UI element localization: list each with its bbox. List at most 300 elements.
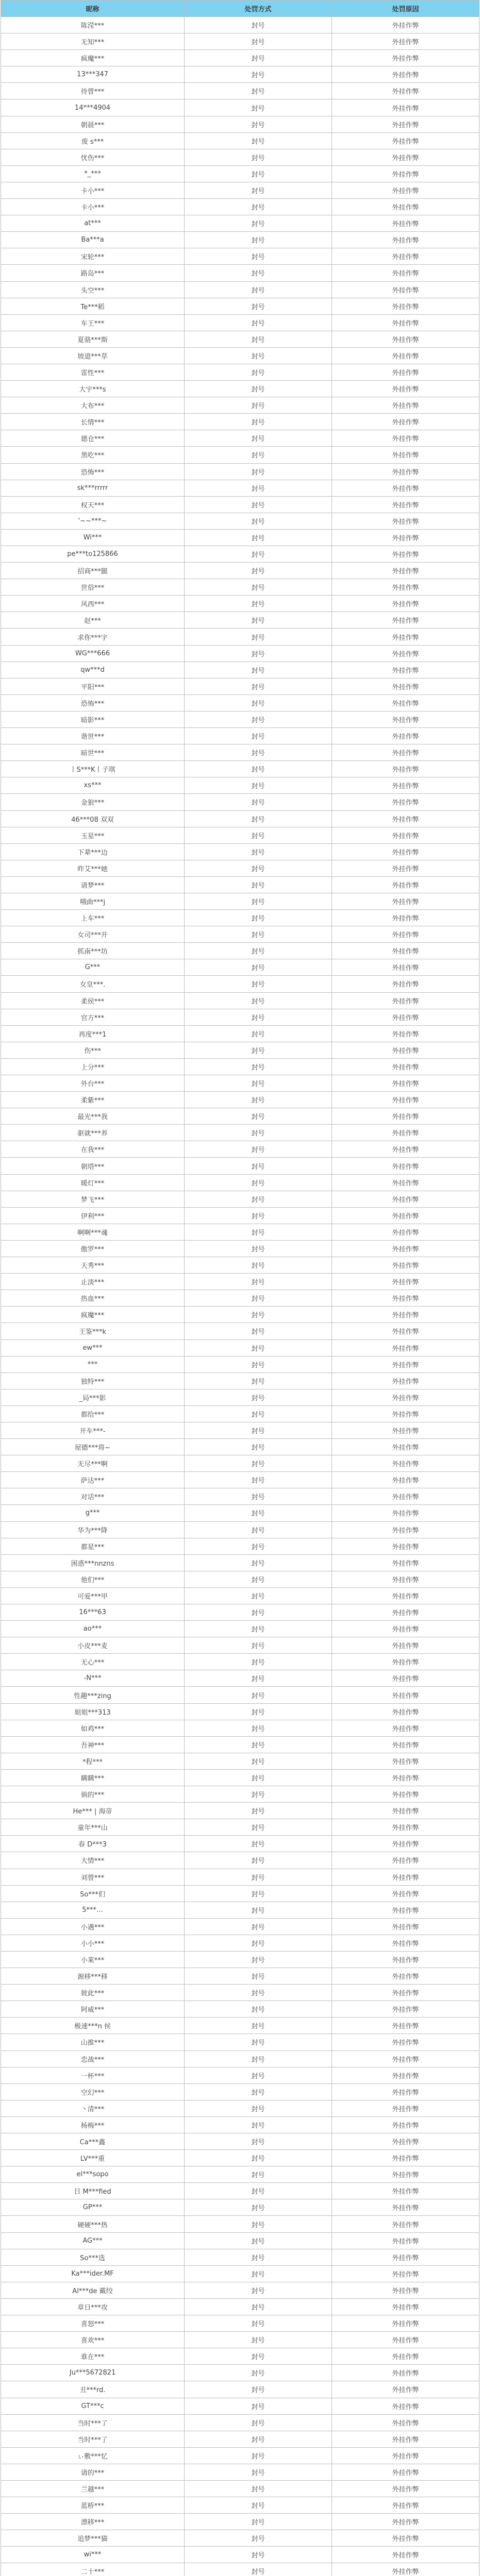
nickname-cell: 卡小*** bbox=[1, 182, 185, 198]
reason-cell: 外挂作弊 bbox=[332, 232, 479, 248]
nickname-cell: g*** bbox=[1, 1505, 185, 1521]
method-cell: 封号 bbox=[185, 1968, 332, 1985]
method-cell: 封号 bbox=[185, 331, 332, 347]
method-cell: 封号 bbox=[185, 843, 332, 860]
method-cell: 封号 bbox=[185, 1389, 332, 1405]
method-cell: 封号 bbox=[185, 1439, 332, 1455]
reason-cell: 外挂作弊 bbox=[332, 1902, 479, 1918]
nickname-cell: 招商***腿 bbox=[1, 563, 185, 579]
nickname-cell: 大布*** bbox=[1, 397, 185, 414]
table-row bbox=[1, 480, 479, 496]
method-cell: 封号 bbox=[185, 2232, 332, 2249]
nickname-cell: 傲罗*** bbox=[1, 1240, 185, 1257]
reason-cell: 外挂作弊 bbox=[332, 563, 479, 579]
nickname-cell: 谐世*** bbox=[1, 728, 185, 744]
method-cell: 封号 bbox=[185, 1472, 332, 1488]
nickname-cell: 抓南***坊 bbox=[1, 943, 185, 959]
method-cell: 封号 bbox=[185, 2480, 332, 2497]
nickname-cell: 开车***- bbox=[1, 1422, 185, 1438]
nickname-cell: *_*** bbox=[1, 165, 185, 182]
nickname-cell: ao*** bbox=[1, 1621, 185, 1637]
table-row bbox=[1, 2183, 479, 2199]
reason-cell: 外挂作弊 bbox=[332, 1092, 479, 1108]
reason-cell: 外挂作弊 bbox=[332, 132, 479, 149]
nickname-cell: 伤*** bbox=[1, 1042, 185, 1058]
method-cell: 封号 bbox=[185, 1257, 332, 1274]
nickname-cell: 丶清*** bbox=[1, 2100, 185, 2116]
table-row bbox=[1, 645, 479, 662]
table-row bbox=[1, 1968, 479, 1985]
nickname-cell: 柔紫*** bbox=[1, 1092, 185, 1108]
reason-cell: 外挂作弊 bbox=[332, 926, 479, 943]
table-row bbox=[1, 1240, 479, 1257]
table-row bbox=[1, 1918, 479, 1935]
nickname-cell: 驱就***养 bbox=[1, 1125, 185, 1141]
method-cell: 封号 bbox=[185, 1207, 332, 1224]
table-row bbox=[1, 1439, 479, 1455]
reason-cell: 外挂作弊 bbox=[332, 1058, 479, 1075]
method-cell: 封号 bbox=[185, 694, 332, 711]
nickname-cell: 金狼*** bbox=[1, 794, 185, 810]
table-row bbox=[1, 1290, 479, 1307]
table-row bbox=[1, 1885, 479, 1902]
table-row bbox=[1, 232, 479, 248]
reason-cell: 外挂作弊 bbox=[332, 2464, 479, 2480]
reason-cell: 外挂作弊 bbox=[332, 33, 479, 50]
method-cell: 封号 bbox=[185, 1224, 332, 1240]
reason-cell: 外挂作弊 bbox=[332, 314, 479, 331]
method-cell: 封号 bbox=[185, 2464, 332, 2480]
reason-cell: 外挂作弊 bbox=[332, 1654, 479, 1670]
reason-cell: 外挂作弊 bbox=[332, 2315, 479, 2332]
method-cell: 封号 bbox=[185, 1290, 332, 1307]
table-row bbox=[1, 1092, 479, 1108]
nickname-cell: 小小*** bbox=[1, 1935, 185, 1951]
nickname-cell: 暖灯*** bbox=[1, 1174, 185, 1191]
method-cell: 封号 bbox=[185, 2398, 332, 2414]
method-cell: 封号 bbox=[185, 397, 332, 414]
reason-cell: 外挂作弊 bbox=[332, 959, 479, 976]
method-cell: 封号 bbox=[185, 2414, 332, 2431]
table-row bbox=[1, 2464, 479, 2480]
method-cell: 封号 bbox=[185, 1158, 332, 1174]
method-cell: 封号 bbox=[185, 926, 332, 943]
method-cell: 封号 bbox=[185, 1786, 332, 1803]
reason-cell: 外挂作弊 bbox=[332, 2116, 479, 2133]
nickname-cell: 小莱*** bbox=[1, 1951, 185, 1968]
reason-cell: 外挂作弊 bbox=[332, 281, 479, 298]
method-cell: 封号 bbox=[185, 1803, 332, 1819]
table-row bbox=[1, 546, 479, 563]
nickname-cell: 倘的*** bbox=[1, 1786, 185, 1803]
nickname-cell: 官方*** bbox=[1, 1009, 185, 1025]
table-row bbox=[1, 1405, 479, 1422]
table-row bbox=[1, 1042, 479, 1058]
reason-cell: 外挂作弊 bbox=[332, 2365, 479, 2381]
reason-cell: 外挂作弊 bbox=[332, 1340, 479, 1356]
method-cell: 封号 bbox=[185, 744, 332, 761]
method-cell: 封号 bbox=[185, 1191, 332, 1207]
table-row bbox=[1, 1058, 479, 1075]
table-row bbox=[1, 943, 479, 959]
nickname-cell: WG***666 bbox=[1, 645, 185, 662]
table-row bbox=[1, 1274, 479, 1290]
reason-cell: 外挂作弊 bbox=[332, 1968, 479, 1985]
reason-cell: 外挂作弊 bbox=[332, 1042, 479, 1058]
method-cell: 封号 bbox=[185, 66, 332, 83]
nickname-cell: 他们*** bbox=[1, 1571, 185, 1587]
reason-cell: 外挂作弊 bbox=[332, 298, 479, 314]
nickname-cell: 夏骆***斯 bbox=[1, 331, 185, 347]
table-row bbox=[1, 1637, 479, 1654]
method-cell: 封号 bbox=[185, 1869, 332, 1885]
method-cell: 封号 bbox=[185, 1637, 332, 1654]
nickname-cell: 朝塔*** bbox=[1, 1158, 185, 1174]
table-row bbox=[1, 1224, 479, 1240]
table-row bbox=[1, 860, 479, 876]
reason-cell: 外挂作弊 bbox=[332, 1885, 479, 1902]
table-row bbox=[1, 976, 479, 992]
reason-cell: 外挂作弊 bbox=[332, 1075, 479, 1092]
reason-cell: 外挂作弊 bbox=[332, 50, 479, 66]
table-row bbox=[1, 2116, 479, 2133]
method-cell: 封号 bbox=[185, 2332, 332, 2348]
table-row bbox=[1, 331, 479, 347]
method-cell: 封号 bbox=[185, 2100, 332, 2116]
reason-cell: 外挂作弊 bbox=[332, 2001, 479, 2018]
table-row bbox=[1, 2265, 479, 2282]
table-row bbox=[1, 33, 479, 50]
nickname-cell: 请的*** bbox=[1, 2464, 185, 2480]
table-row bbox=[1, 1687, 479, 1703]
table-row bbox=[1, 1009, 479, 1025]
reason-cell: 外挂作弊 bbox=[332, 215, 479, 232]
method-cell: 封号 bbox=[185, 314, 332, 331]
nickname-cell: 平阳*** bbox=[1, 678, 185, 694]
method-cell: 封号 bbox=[185, 1240, 332, 1257]
table-row bbox=[1, 827, 479, 843]
reason-cell: 外挂作弊 bbox=[332, 794, 479, 810]
reason-cell: 外挂作弊 bbox=[332, 265, 479, 281]
method-cell: 封号 bbox=[185, 1323, 332, 1340]
nickname-cell: 啊啊***魂 bbox=[1, 1224, 185, 1240]
reason-cell: 外挂作弊 bbox=[332, 777, 479, 794]
nickname-cell: 疯魔*** bbox=[1, 1307, 185, 1323]
nickname-cell: 屋德***将~ bbox=[1, 1439, 185, 1455]
reason-cell: 外挂作弊 bbox=[332, 662, 479, 678]
table-row bbox=[1, 1191, 479, 1207]
table-row bbox=[1, 1836, 479, 1852]
reason-cell: 外挂作弊 bbox=[332, 331, 479, 347]
reason-cell: 外挂作弊 bbox=[332, 1935, 479, 1951]
method-cell: 封号 bbox=[185, 1720, 332, 1736]
nickname-cell: 无心*** bbox=[1, 1654, 185, 1670]
nickname-cell: 女司***开 bbox=[1, 926, 185, 943]
table-row bbox=[1, 992, 479, 1009]
reason-cell: 外挂作弊 bbox=[332, 728, 479, 744]
nickname-cell: Ju***5672821 bbox=[1, 2365, 185, 2381]
method-cell: 封号 bbox=[185, 1985, 332, 2001]
table-row bbox=[1, 529, 479, 546]
nickname-cell: 漂移*** bbox=[1, 2514, 185, 2530]
reason-cell: 外挂作弊 bbox=[332, 645, 479, 662]
table-row bbox=[1, 2216, 479, 2232]
nickname-cell: 黑吃*** bbox=[1, 447, 185, 463]
nickname-cell: wi*** bbox=[1, 2547, 185, 2563]
table-row bbox=[1, 83, 479, 99]
nickname-cell: 风西*** bbox=[1, 596, 185, 612]
reason-cell: 外挂作弊 bbox=[332, 2530, 479, 2547]
method-cell: 封号 bbox=[185, 645, 332, 662]
method-cell: 封号 bbox=[185, 1340, 332, 1356]
method-cell: 封号 bbox=[185, 364, 332, 380]
method-cell: 封号 bbox=[185, 132, 332, 149]
method-cell: 封号 bbox=[185, 943, 332, 959]
nickname-cell: 无尽***啊 bbox=[1, 1455, 185, 1472]
nickname-cell: 14***4904 bbox=[1, 99, 185, 116]
reason-cell: 外挂作弊 bbox=[332, 761, 479, 777]
method-cell: 封号 bbox=[185, 17, 332, 33]
table-row bbox=[1, 1108, 479, 1125]
method-cell: 封号 bbox=[185, 99, 332, 116]
method-cell: 封号 bbox=[185, 1604, 332, 1621]
reason-cell: 外挂作弊 bbox=[332, 1819, 479, 1836]
method-cell: 封号 bbox=[185, 2365, 332, 2381]
table-row bbox=[1, 2365, 479, 2381]
reason-cell: 外挂作弊 bbox=[332, 1670, 479, 1687]
table-row bbox=[1, 810, 479, 827]
nickname-cell: 哦曲***j bbox=[1, 893, 185, 909]
reason-cell: 外挂作弊 bbox=[332, 1389, 479, 1405]
table-row bbox=[1, 2034, 479, 2050]
reason-cell: 外挂作弊 bbox=[332, 83, 479, 99]
nickname-cell: *程*** bbox=[1, 1753, 185, 1769]
method-cell: 封号 bbox=[185, 215, 332, 232]
table-row bbox=[1, 1340, 479, 1356]
nickname-cell: 外台*** bbox=[1, 1075, 185, 1092]
nickname-cell: 16***63 bbox=[1, 1604, 185, 1621]
method-cell: 封号 bbox=[185, 1009, 332, 1025]
reason-cell: 外挂作弊 bbox=[332, 1604, 479, 1621]
table-row bbox=[1, 1852, 479, 1869]
method-cell: 封号 bbox=[185, 2083, 332, 2100]
nickname-cell: 当时***了 bbox=[1, 2431, 185, 2447]
table-row bbox=[1, 2150, 479, 2166]
nickname-cell: pe***to125866 bbox=[1, 546, 185, 563]
method-cell: 封号 bbox=[185, 910, 332, 926]
reason-cell: 外挂作弊 bbox=[332, 17, 479, 33]
reason-cell: 外挂作弊 bbox=[332, 182, 479, 198]
method-cell: 封号 bbox=[185, 1274, 332, 1290]
reason-cell: 外挂作弊 bbox=[332, 827, 479, 843]
nickname-cell: el***sopo bbox=[1, 2166, 185, 2183]
reason-cell: 外挂作弊 bbox=[332, 910, 479, 926]
method-cell: 封号 bbox=[185, 1687, 332, 1703]
method-cell: 封号 bbox=[185, 1902, 332, 1918]
nickname-cell: 请梦*** bbox=[1, 876, 185, 893]
nickname-cell: 源移***移 bbox=[1, 1968, 185, 1985]
table-row bbox=[1, 314, 479, 331]
table-row bbox=[1, 463, 479, 480]
reason-cell: 外挂作弊 bbox=[332, 843, 479, 860]
nickname-cell: 待曾*** bbox=[1, 83, 185, 99]
nickname-cell: 伊利*** bbox=[1, 1207, 185, 1224]
method-cell: 封号 bbox=[185, 860, 332, 876]
table-row bbox=[1, 1307, 479, 1323]
reason-cell: 外挂作弊 bbox=[332, 2050, 479, 2067]
table-row bbox=[1, 2348, 479, 2365]
nickname-cell: Te***稻 bbox=[1, 298, 185, 314]
method-cell: 封号 bbox=[185, 2216, 332, 2232]
method-cell: 封号 bbox=[185, 281, 332, 298]
table-row bbox=[1, 629, 479, 645]
table-row bbox=[1, 347, 479, 364]
reason-cell: 外挂作弊 bbox=[332, 1505, 479, 1521]
table-row bbox=[1, 116, 479, 132]
nickname-cell: 卡小*** bbox=[1, 199, 185, 215]
table-row bbox=[1, 2480, 479, 2497]
table-row bbox=[1, 777, 479, 794]
method-cell: 封号 bbox=[185, 1125, 332, 1141]
table-row bbox=[1, 215, 479, 232]
nickname-cell: 恐怖*** bbox=[1, 694, 185, 711]
nickname-cell: 忧伤*** bbox=[1, 149, 185, 165]
table-row bbox=[1, 2018, 479, 2034]
nickname-cell: ぃ敷***忆 bbox=[1, 2447, 185, 2464]
nickname-cell: 暗世*** bbox=[1, 744, 185, 761]
reason-cell: 外挂作弊 bbox=[332, 480, 479, 496]
reason-cell: 外挂作弊 bbox=[332, 1538, 479, 1554]
reason-cell: 外挂作弊 bbox=[332, 99, 479, 116]
reason-cell: 外挂作弊 bbox=[332, 810, 479, 827]
method-cell: 封号 bbox=[185, 447, 332, 463]
table-row bbox=[1, 381, 479, 397]
table-row bbox=[1, 1207, 479, 1224]
reason-cell: 外挂作弊 bbox=[332, 414, 479, 430]
reason-cell: 外挂作弊 bbox=[332, 1985, 479, 2001]
nickname-cell: Al***de 戴绞 bbox=[1, 2282, 185, 2298]
method-cell: 封号 bbox=[185, 480, 332, 496]
method-cell: 封号 bbox=[185, 827, 332, 843]
nickname-cell: 女皇***. bbox=[1, 976, 185, 992]
table-row bbox=[1, 2199, 479, 2216]
table-row bbox=[1, 298, 479, 314]
nickname-cell: 极速***n 侯 bbox=[1, 2018, 185, 2034]
table-row bbox=[1, 1670, 479, 1687]
method-cell: 封号 bbox=[185, 1852, 332, 1869]
table-row bbox=[1, 2398, 479, 2414]
method-cell: 封号 bbox=[185, 2315, 332, 2332]
reason-cell: 外挂作弊 bbox=[332, 1869, 479, 1885]
reason-cell: 外挂作弊 bbox=[332, 1356, 479, 1372]
method-cell: 封号 bbox=[185, 1819, 332, 1836]
table-row bbox=[1, 496, 479, 513]
table-row bbox=[1, 50, 479, 66]
reason-cell: 外挂作弊 bbox=[332, 2018, 479, 2034]
method-cell: 封号 bbox=[185, 596, 332, 612]
method-cell: 封号 bbox=[185, 83, 332, 99]
table-row bbox=[1, 711, 479, 727]
method-cell: 封号 bbox=[185, 1307, 332, 1323]
table-row bbox=[1, 1951, 479, 1968]
table-row bbox=[1, 364, 479, 380]
reason-cell: 外挂作弊 bbox=[332, 1224, 479, 1240]
table-row bbox=[1, 563, 479, 579]
nickname-cell: 车王*** bbox=[1, 314, 185, 331]
table-row bbox=[1, 1075, 479, 1092]
nickname-cell: 华为***降 bbox=[1, 1521, 185, 1538]
nickname-cell: *** bbox=[1, 1356, 185, 1372]
table-row bbox=[1, 248, 479, 265]
method-cell: 封号 bbox=[185, 1670, 332, 1687]
reason-cell: 外挂作弊 bbox=[332, 1274, 479, 1290]
method-cell: 封号 bbox=[185, 50, 332, 66]
method-cell: 封号 bbox=[185, 1356, 332, 1372]
table-row bbox=[1, 843, 479, 860]
method-cell: 封号 bbox=[185, 1753, 332, 1769]
method-cell: 封号 bbox=[185, 2067, 332, 2083]
method-cell: 封号 bbox=[185, 2166, 332, 2183]
nickname-cell: 彼此*** bbox=[1, 1985, 185, 2001]
reason-cell: 外挂作弊 bbox=[332, 2166, 479, 2183]
reason-cell: 外挂作弊 bbox=[332, 579, 479, 596]
table-row bbox=[1, 910, 479, 926]
method-cell: 封号 bbox=[185, 563, 332, 579]
reason-cell: 外挂作弊 bbox=[332, 2216, 479, 2232]
table-row bbox=[1, 678, 479, 694]
method-cell: 封号 bbox=[185, 2298, 332, 2315]
nickname-cell: 困惑***nnzns bbox=[1, 1554, 185, 1571]
method-cell: 封号 bbox=[185, 1488, 332, 1505]
method-cell: 封号 bbox=[185, 496, 332, 513]
table-row bbox=[1, 1554, 479, 1571]
nickname-cell: 最光***我 bbox=[1, 1108, 185, 1125]
table-row bbox=[1, 926, 479, 943]
table-row bbox=[1, 1753, 479, 1769]
method-cell: 封号 bbox=[185, 2497, 332, 2514]
reason-cell: 外挂作弊 bbox=[332, 496, 479, 513]
method-cell: 封号 bbox=[185, 381, 332, 397]
nickname-cell: So***选 bbox=[1, 2249, 185, 2265]
reason-cell: 外挂作弊 bbox=[332, 1571, 479, 1587]
method-cell: 封号 bbox=[185, 794, 332, 810]
method-cell: 封号 bbox=[185, 1092, 332, 1108]
method-cell: 封号 bbox=[185, 1108, 332, 1125]
table-row bbox=[1, 662, 479, 678]
nickname-cell: 玉星*** bbox=[1, 827, 185, 843]
nickname-cell: 独特*** bbox=[1, 1372, 185, 1389]
method-cell: 封号 bbox=[185, 2018, 332, 2034]
reason-cell: 外挂作弊 bbox=[332, 546, 479, 563]
reason-cell: 外挂作弊 bbox=[332, 2282, 479, 2298]
nickname-cell: 小遇*** bbox=[1, 1918, 185, 1935]
method-cell: 封号 bbox=[185, 810, 332, 827]
reason-cell: 外挂作弊 bbox=[332, 2497, 479, 2514]
table-row bbox=[1, 1372, 479, 1389]
table-row bbox=[1, 893, 479, 909]
reason-cell: 外挂作弊 bbox=[332, 2447, 479, 2464]
method-cell: 封号 bbox=[185, 1174, 332, 1191]
table-row bbox=[1, 1720, 479, 1736]
table-row bbox=[1, 2414, 479, 2431]
nickname-cell: 坡道***草 bbox=[1, 347, 185, 364]
reason-cell: 外挂作弊 bbox=[332, 943, 479, 959]
table-row bbox=[1, 2298, 479, 2315]
table-row bbox=[1, 1158, 479, 1174]
nickname-cell: 宋轮*** bbox=[1, 248, 185, 265]
method-cell: 封号 bbox=[185, 265, 332, 281]
method-cell: 封号 bbox=[185, 662, 332, 678]
